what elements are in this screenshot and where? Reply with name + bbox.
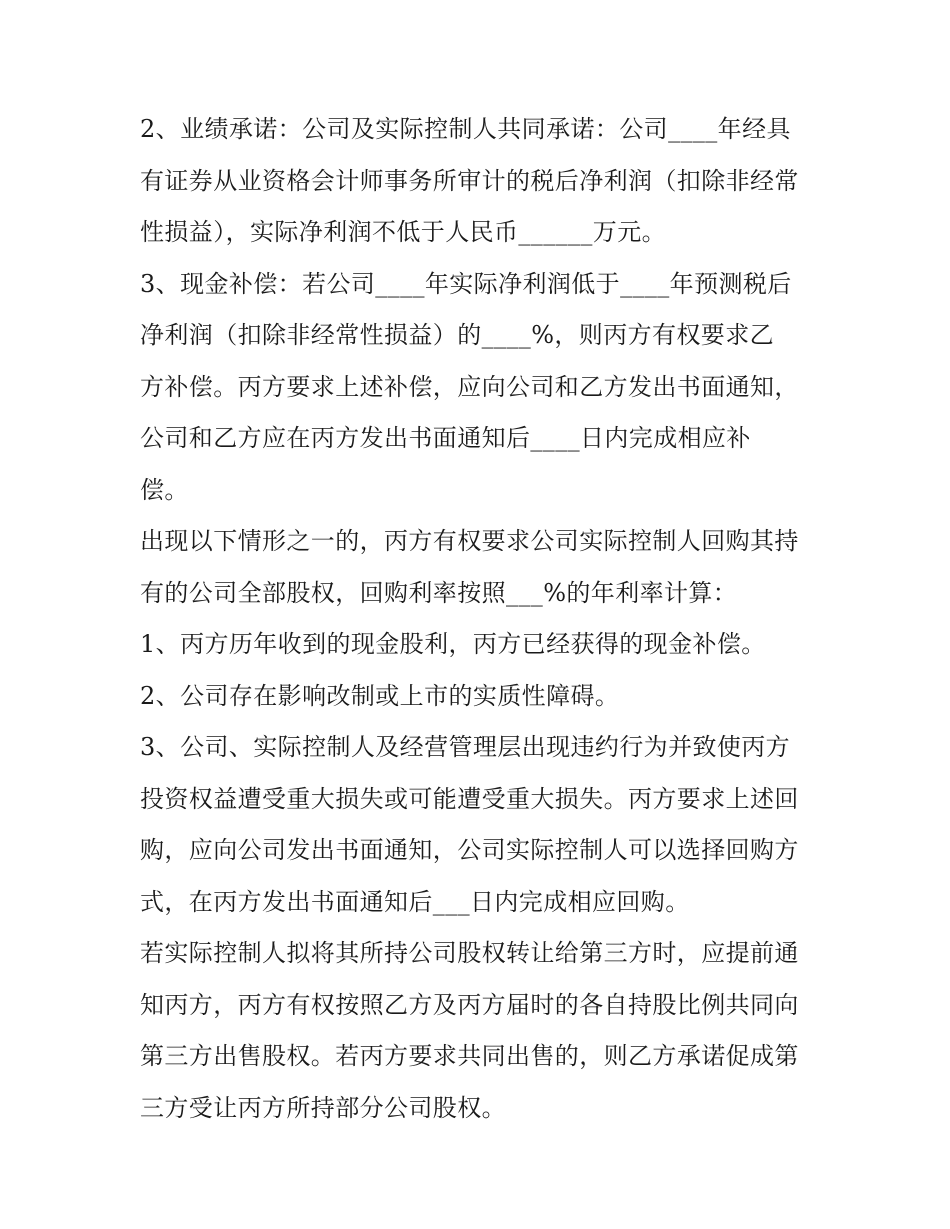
text-line: 2、业绩承诺：公司及实际控制人共同承诺：公司____年经具 bbox=[140, 115, 791, 143]
text-line: 3、公司、实际控制人及经营管理层出现违约行为并致使丙方 bbox=[140, 733, 791, 761]
text-line: 2、公司存在影响改制或上市的实质性障碍。 bbox=[140, 681, 620, 710]
text-line: 3、现金补偿：若公司____年实际净利润低于____年预测税后 bbox=[140, 269, 792, 298]
text-line: 有证券从业资格会计师事务所审计的税后净利润（扣除非经常 bbox=[140, 166, 799, 195]
text-line: 式，在丙方发出书面通知后___日内完成相应回购。 bbox=[140, 887, 690, 916]
text-line: 第三方出售股权。若丙方要求共同出售的，则乙方承诺促成第 bbox=[140, 1042, 799, 1070]
text-line: 投资权益遭受重大损失或可能遭受重大损失。丙方要求上述回 bbox=[140, 784, 799, 813]
text-line: 有的公司全部股权，回购利率按照___%的年利率计算： bbox=[140, 578, 738, 607]
text-line: 1、丙方历年收到的现金股利，丙方已经获得的现金补偿。 bbox=[140, 630, 766, 658]
text-line: 性损益），实际净利润不低于人民币______万元。 bbox=[140, 218, 666, 246]
document-body bbox=[140, 104, 820, 1134]
text-line: 公司和乙方应在丙方发出书面通知后____日内完成相应补 bbox=[140, 424, 751, 452]
text-line: 出现以下情形之一的，丙方有权要求公司实际控制人回购其持 bbox=[140, 527, 799, 555]
text-line: 购，应向公司发出书面通知，公司实际控制人可以选择回购方 bbox=[140, 836, 799, 864]
text-line: 方补偿。丙方要求上述补偿，应向公司和乙方发出书面通知， bbox=[140, 372, 799, 401]
text-line: 净利润（扣除非经常性损益）的____%，则丙方有权要求乙 bbox=[140, 321, 775, 349]
text-line: 三方受让丙方所持部分公司股权。 bbox=[140, 1093, 506, 1122]
text-line: 偿。 bbox=[140, 475, 189, 504]
text-line: 知丙方，丙方有权按照乙方及丙方届时的各自持股比例共同向 bbox=[140, 990, 799, 1019]
text-line: 若实际控制人拟将其所持公司股权转让给第三方时，应提前通 bbox=[140, 939, 799, 967]
